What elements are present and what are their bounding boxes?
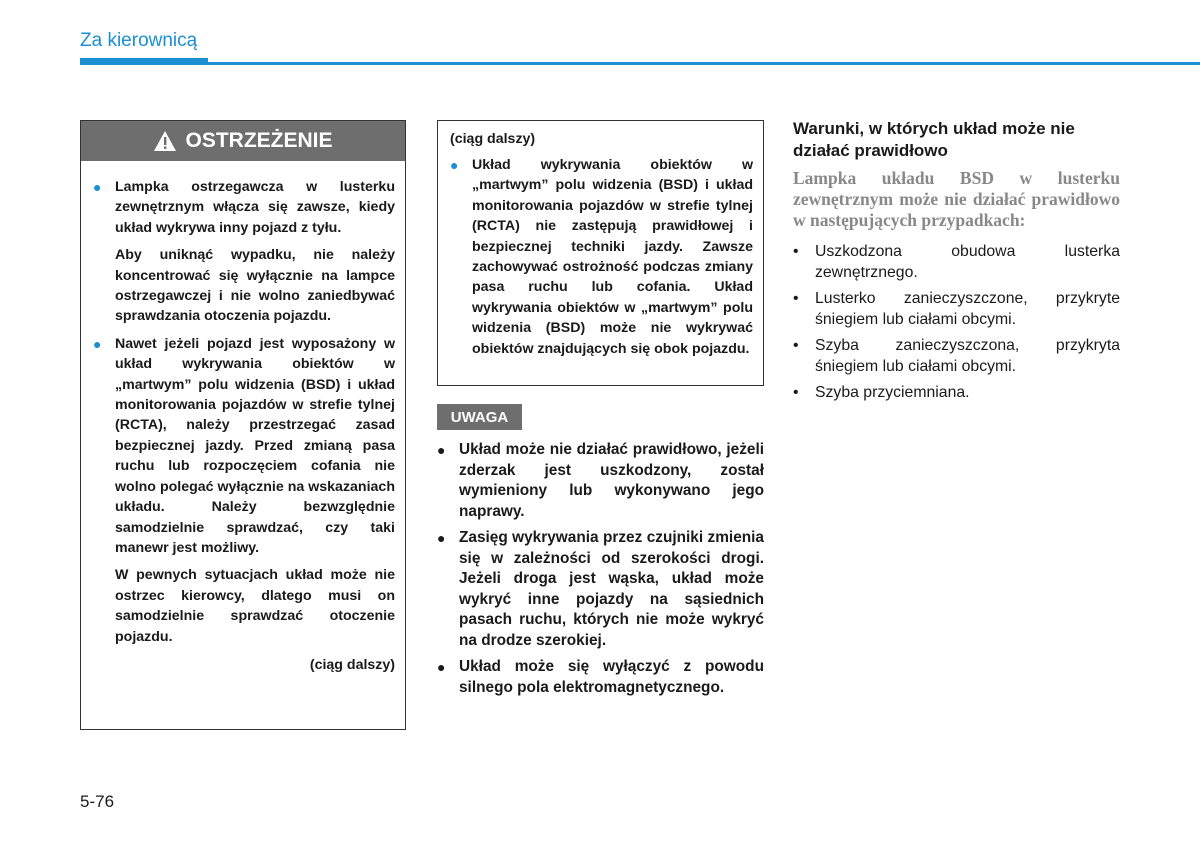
warning-box [80,120,406,730]
notice-item [437,528,764,651]
bullet-dot-icon: • [793,290,799,307]
continued-label: (ciąg dalszy) [309,656,395,673]
warning-bullet [93,177,395,238]
conditions-section [793,118,1120,408]
list-item-text: Szyba zanieczyszczona, przykryta śniegiem lub ciałami obcymi. [815,337,1120,375]
notice-item-text: Układ może się wyłączyć z powodu silnego pola elektromagnetycznego. [459,658,764,696]
list-item [793,241,1120,283]
list-item [793,288,1120,330]
bullet-dot-icon: ● [93,335,102,352]
warning-triangle-icon [153,130,177,152]
warning-bullet-text: Układ wykrywania obiektów w „martwym” polu widzenia (BSD) i układ monitorowania pojazdów w strefie tylnej (RCTA) nie zastępują prawidłowej i bezpiecznej techniki jazdy. Zawsze zachowywać ostrożność podczas zmiany pasa ruchu lub cofania. Układ wykrywania obiektów w „martwym” polu widzenia (BSD) może nie wykrywać obiektów znajdujących się obok pojazdu. [472,157,753,357]
notice-label: UWAGA [437,404,522,430]
bullet-dot-icon: ● [437,659,446,675]
warning-title: OSTRZEŻENIE [185,129,333,152]
warning-bullet [450,155,753,359]
list-item-text: Uszkodzona obudowa lusterka zewnętrznego. [815,243,1120,281]
notice-item-text: Zasięg wykrywania przez czujniki zmienia się w zależności od szerokości drogi. Jeżeli droga jest wąska, układ może wykryć inne pojazdy na sąsiednich pasach ruchu, których nie może wykryć na drodze szerokiej. [459,529,764,649]
bullet-dot-icon: ● [437,442,446,458]
list-item-text: Lusterko zanieczyszczone, przykryte śniegiem lub ciałami obcymi. [815,290,1120,328]
list-item [793,382,1120,403]
continued-label: (ciąg dalszy) [450,131,536,147]
bullet-dot-icon: • [793,337,799,354]
warning-bullet-text: Nawet jeżeli pojazd jest wyposażony w układ wykrywania obiektów w „martwym” polu widzenia (BSD) i układ monitorowania pojazdów w strefie tylnej (RCTA), należy przestrzegać zasad bezpiecznej jazdy. Przed zmianą pasa ruchu lub rozpoczęciem cofania nie wolno polegać wyłącznie na wskazaniach układu. Należy bezwzględnie samodzielnie sprawdzać, czy taki manewr jest możliwy. [115,335,395,556]
bullet-dot-icon: • [793,243,799,260]
notice-item [437,440,764,522]
section-heading: Warunki, w których układ może nie działać prawidłowo [793,119,1075,160]
bullet-dot-icon: • [793,384,799,401]
list-item [793,335,1120,377]
warning-continued-box [437,120,764,386]
header-rule [80,62,1200,65]
conditions-list [793,241,1120,403]
warning-paragraph: W pewnych sytuacjach układ może nie ostrzec kierowcy, dlatego musi on samodzielnie sprawdzać otoczenie pojazdu. [115,567,395,645]
bullet-dot-icon: ● [93,179,102,195]
notice-item-text: Układ może nie działać prawidłowo, jeżeli zderzak jest uszkodzony, został wymieniony lub wykonywano jego naprawy. [459,441,764,520]
page-number: 5-76 [80,792,115,811]
warning-header [81,121,405,161]
section-intro: Lampka układu BSD w lusterku zewnętrznym może nie działać prawidłowo w następujących przypadkach: [793,168,1120,230]
notice-item [437,657,764,698]
warning-paragraph: Aby uniknąć wypadku, nie należy koncentrować się wyłącznie na lampce ostrzegawczej i nie wolno zaniedbywać sprawdzania otoczenia pojazdu. [115,247,395,325]
list-item-text: Szyba przyciemniana. [815,384,970,401]
bullet-dot-icon: ● [437,530,446,546]
bullet-dot-icon: ● [450,157,459,173]
warning-bullet [93,334,395,558]
warning-bullet-text: Lampka ostrzegawcza w lusterku zewnętrznym włącza się zawsze, kiedy układ wykrywa inny pojazd z tyłu. [115,179,395,236]
notice-list [437,440,764,698]
section-title: Za kierownicą [80,30,198,51]
